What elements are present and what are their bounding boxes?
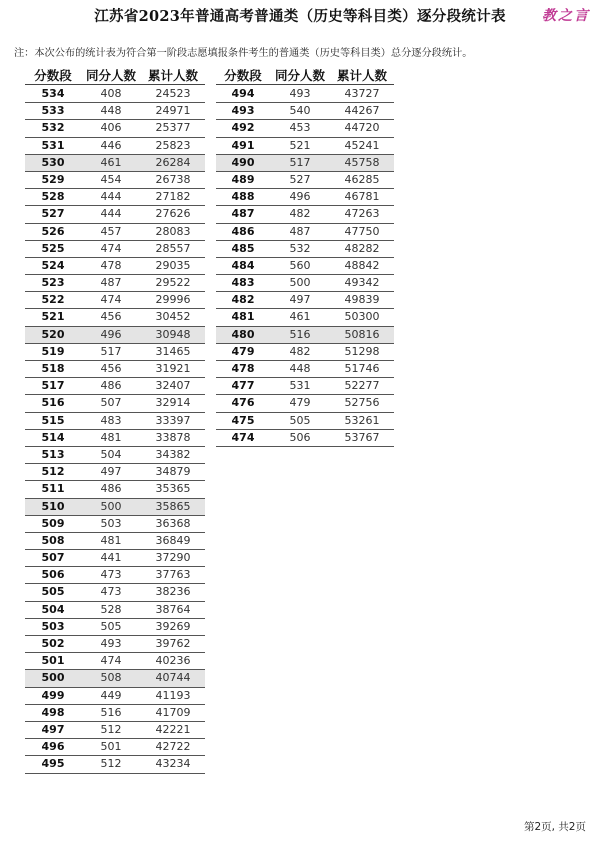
table-row — [216, 120, 394, 137]
score-cell: 530 — [41, 155, 65, 169]
score-cell: 511 — [41, 482, 65, 496]
table-row — [25, 722, 205, 739]
score-cell: 486 — [231, 224, 255, 238]
same-count-cell: 456 — [100, 310, 122, 324]
score-cell: 475 — [231, 413, 255, 427]
score-cell: 528 — [41, 190, 65, 204]
score-cell: 477 — [231, 379, 255, 393]
cumulative-cell: 48282 — [344, 241, 380, 255]
table-row — [216, 378, 394, 395]
score-cell: 534 — [41, 87, 65, 100]
same-count-cell: 501 — [100, 740, 122, 754]
cumulative-cell: 34382 — [155, 447, 191, 461]
same-count-cell: 506 — [289, 430, 311, 444]
cumulative-cell: 32914 — [155, 396, 191, 410]
same-count-cell: 457 — [100, 224, 122, 238]
cumulative-cell: 43234 — [155, 757, 191, 771]
same-count-cell: 482 — [289, 344, 311, 358]
cumulative-cell: 27626 — [155, 207, 191, 221]
same-count-cell: 507 — [100, 396, 122, 410]
same-count-cell: 444 — [100, 190, 122, 204]
table-row — [25, 86, 205, 103]
score-cell: 529 — [41, 172, 65, 186]
score-cell: 480 — [231, 327, 255, 341]
score-cell: 507 — [41, 551, 65, 565]
cumulative-cell: 25823 — [155, 138, 191, 152]
table-row — [25, 499, 205, 516]
score-cell: 514 — [41, 430, 65, 444]
same-count-cell: 497 — [100, 465, 122, 479]
same-count-cell: 540 — [289, 104, 311, 118]
table-row — [216, 344, 394, 361]
table-row — [25, 224, 205, 241]
table-row — [216, 413, 394, 430]
table-row — [216, 155, 394, 172]
cumulative-cell: 51298 — [344, 344, 380, 358]
table-row — [25, 138, 205, 155]
table-row — [25, 309, 205, 326]
cumulative-cell: 30452 — [155, 310, 191, 324]
score-cell: 520 — [41, 327, 65, 341]
score-cell: 488 — [231, 190, 255, 204]
same-count-cell: 496 — [289, 190, 311, 204]
same-count-cell: 448 — [100, 104, 122, 118]
score-cell: 516 — [41, 396, 65, 410]
table-row — [216, 275, 394, 292]
cumulative-cell: 50300 — [344, 310, 380, 324]
cumulative-cell: 33397 — [155, 413, 191, 427]
same-count-cell: 516 — [100, 705, 122, 719]
same-count-cell: 474 — [100, 654, 122, 668]
score-cell: 505 — [41, 585, 65, 599]
score-cell: 508 — [41, 533, 65, 547]
same-count-cell: 527 — [289, 172, 311, 186]
score-cell: 509 — [41, 516, 65, 530]
same-count-cell: 516 — [289, 327, 311, 341]
same-count-cell: 474 — [100, 241, 122, 255]
same-count-cell: 406 — [100, 121, 122, 135]
table-row — [216, 206, 394, 223]
same-count-cell: 493 — [100, 637, 122, 650]
same-count-cell: 496 — [100, 327, 122, 341]
cumulative-cell: 45758 — [344, 155, 380, 169]
score-cell: 512 — [41, 465, 65, 479]
score-cell: 497 — [41, 722, 65, 736]
score-cell: 481 — [231, 310, 255, 324]
cumulative-cell: 41709 — [155, 705, 191, 719]
same-count-cell: 500 — [100, 499, 122, 513]
table-row — [25, 516, 205, 533]
same-count-cell: 505 — [289, 413, 311, 427]
table-row — [25, 344, 205, 361]
table-body-right — [216, 86, 394, 447]
table-row — [25, 464, 205, 481]
table-row — [216, 292, 394, 309]
cumulative-cell: 29035 — [155, 258, 191, 272]
table-row — [216, 361, 394, 378]
cumulative-cell: 24971 — [155, 104, 191, 118]
score-cell: 526 — [41, 224, 65, 238]
same-count-cell: 508 — [100, 671, 122, 685]
score-cell: 532 — [41, 121, 65, 135]
score-table-left — [25, 66, 205, 774]
same-count-cell: 449 — [100, 688, 122, 702]
table-row — [216, 309, 394, 326]
cumulative-cell: 37290 — [155, 551, 191, 565]
cumulative-cell: 49839 — [344, 293, 380, 307]
cumulative-cell: 25377 — [155, 121, 191, 135]
table-row — [25, 327, 205, 344]
same-count-cell: 456 — [100, 362, 122, 375]
table-row — [216, 138, 394, 155]
same-count-cell: 512 — [100, 722, 122, 736]
cumulative-cell: 35865 — [155, 499, 191, 513]
header-same-count: 同分人数 — [85, 68, 136, 83]
score-cell: 499 — [41, 688, 65, 702]
cumulative-cell: 31921 — [155, 362, 191, 375]
cumulative-cell: 37763 — [155, 568, 191, 582]
table-row — [25, 739, 205, 756]
score-cell: 502 — [41, 637, 65, 650]
header-same-count: 同分人数 — [274, 68, 325, 83]
same-count-cell: 531 — [289, 379, 311, 393]
same-count-cell: 408 — [100, 87, 122, 100]
table-row — [25, 189, 205, 206]
table-row — [25, 447, 205, 464]
score-cell: 474 — [231, 430, 255, 444]
score-cell: 482 — [231, 293, 255, 307]
cumulative-cell: 47263 — [344, 207, 380, 221]
same-count-cell: 473 — [100, 585, 122, 599]
table-row — [25, 120, 205, 137]
cumulative-cell: 39269 — [155, 619, 191, 633]
same-count-cell: 521 — [289, 138, 311, 152]
same-count-cell: 453 — [289, 121, 311, 135]
table-row — [25, 653, 205, 670]
same-count-cell: 482 — [289, 207, 311, 221]
cumulative-cell: 45241 — [344, 138, 380, 152]
cumulative-cell: 52277 — [344, 379, 380, 393]
cumulative-cell: 34879 — [155, 465, 191, 479]
table-row — [25, 103, 205, 120]
same-count-cell: 528 — [100, 602, 122, 616]
score-cell: 501 — [41, 654, 65, 668]
table-row — [216, 258, 394, 275]
brand-logo: 教之言 — [542, 8, 590, 24]
cumulative-cell: 35365 — [155, 482, 191, 496]
cumulative-cell: 40744 — [155, 671, 191, 685]
table-row — [216, 327, 394, 344]
same-count-cell: 446 — [100, 138, 122, 152]
table-row — [25, 636, 205, 653]
score-cell: 487 — [231, 207, 255, 221]
cumulative-cell: 31465 — [155, 344, 191, 358]
score-cell: 517 — [41, 379, 65, 393]
table-note: 注：本次公布的统计表为符合第一阶段志愿填报条件考生的普通类（历史等科目类）总分逐分段统计。 — [14, 48, 473, 59]
score-cell: 483 — [231, 276, 255, 290]
same-count-cell: 461 — [289, 310, 311, 324]
score-cell: 493 — [231, 104, 255, 118]
page-number: 第2页, 共2页 — [523, 821, 586, 833]
cumulative-cell: 38764 — [155, 602, 191, 616]
table-row — [25, 584, 205, 601]
table-row — [25, 275, 205, 292]
same-count-cell: 512 — [100, 757, 122, 771]
score-cell: 498 — [41, 705, 65, 719]
table-row — [25, 670, 205, 687]
score-cell: 510 — [41, 499, 65, 513]
score-cell: 491 — [231, 138, 255, 152]
cumulative-cell: 44267 — [344, 104, 380, 118]
header-score: 分数段 — [34, 68, 72, 83]
cumulative-cell: 42722 — [155, 740, 191, 754]
table-row — [25, 241, 205, 258]
cumulative-cell: 29996 — [155, 293, 191, 307]
cumulative-cell: 43727 — [344, 87, 380, 100]
score-cell: 521 — [41, 310, 65, 324]
table-row — [25, 430, 205, 447]
table-header — [216, 66, 394, 85]
same-count-cell: 497 — [289, 293, 311, 307]
score-cell: 506 — [41, 568, 65, 582]
cumulative-cell: 29522 — [155, 276, 191, 290]
table-row — [216, 430, 394, 447]
header-cumulative: 累计人数 — [336, 68, 387, 83]
table-row — [25, 413, 205, 430]
cumulative-cell: 42221 — [155, 722, 191, 736]
same-count-cell: 500 — [289, 276, 311, 290]
header-cumulative: 累计人数 — [147, 68, 198, 83]
table-row — [216, 189, 394, 206]
cumulative-cell: 49342 — [344, 276, 380, 290]
cumulative-cell: 46781 — [344, 190, 380, 204]
header-score: 分数段 — [224, 68, 262, 83]
score-cell: 489 — [231, 172, 255, 186]
table-row — [216, 86, 394, 103]
cumulative-cell: 36368 — [155, 516, 191, 530]
cumulative-cell: 39762 — [155, 637, 191, 650]
table-row — [25, 533, 205, 550]
cumulative-cell: 33878 — [155, 430, 191, 444]
same-count-cell: 461 — [100, 155, 122, 169]
cumulative-cell: 47750 — [344, 224, 380, 238]
table-row — [25, 602, 205, 619]
same-count-cell: 517 — [100, 344, 122, 358]
cumulative-cell: 44720 — [344, 121, 380, 135]
score-cell: 490 — [231, 155, 255, 169]
table-row — [25, 705, 205, 722]
same-count-cell: 486 — [100, 379, 122, 393]
cumulative-cell: 26738 — [155, 172, 191, 186]
cumulative-cell: 53767 — [344, 430, 380, 444]
cumulative-cell: 46285 — [344, 172, 380, 186]
table-row — [25, 550, 205, 567]
score-cell: 531 — [41, 138, 65, 152]
table-header — [25, 66, 205, 85]
cumulative-cell: 32407 — [155, 379, 191, 393]
cumulative-cell: 52756 — [344, 396, 380, 410]
table-row — [216, 224, 394, 241]
same-count-cell: 560 — [289, 258, 311, 272]
cumulative-cell: 48842 — [344, 258, 380, 272]
table-row — [216, 241, 394, 258]
score-cell: 515 — [41, 413, 65, 427]
cumulative-cell: 30948 — [155, 327, 191, 341]
same-count-cell: 444 — [100, 207, 122, 221]
cumulative-cell: 50816 — [344, 327, 380, 341]
table-row — [25, 258, 205, 275]
table-row — [25, 481, 205, 498]
same-count-cell: 532 — [289, 241, 311, 255]
cumulative-cell: 27182 — [155, 190, 191, 204]
same-count-cell: 473 — [100, 568, 122, 582]
same-count-cell: 486 — [100, 482, 122, 496]
cumulative-cell: 53261 — [344, 413, 380, 427]
same-count-cell: 504 — [100, 447, 122, 461]
score-cell: 500 — [41, 671, 65, 685]
cumulative-cell: 40236 — [155, 654, 191, 668]
score-cell: 494 — [231, 87, 255, 100]
table-row — [25, 619, 205, 636]
table-row — [25, 172, 205, 189]
score-cell: 496 — [41, 740, 65, 754]
score-cell: 525 — [41, 241, 65, 255]
same-count-cell: 487 — [100, 276, 122, 290]
table-row — [216, 103, 394, 120]
same-count-cell: 474 — [100, 293, 122, 307]
same-count-cell: 479 — [289, 396, 311, 410]
score-cell: 523 — [41, 276, 65, 290]
page-title: 江苏省2023年普通高考普通类（历史等科目类）逐分段统计表 — [94, 8, 506, 25]
cumulative-cell: 28083 — [155, 224, 191, 238]
score-cell: 518 — [41, 362, 65, 375]
score-cell: 476 — [231, 396, 255, 410]
cumulative-cell: 41193 — [155, 688, 191, 702]
table-row — [25, 378, 205, 395]
score-cell: 533 — [41, 104, 65, 118]
cumulative-cell: 24523 — [155, 87, 191, 100]
score-cell: 524 — [41, 258, 65, 272]
same-count-cell: 454 — [100, 172, 122, 186]
cumulative-cell: 51746 — [344, 362, 380, 375]
table-row — [25, 756, 205, 773]
cumulative-cell: 36849 — [155, 533, 191, 547]
score-cell: 504 — [41, 602, 65, 616]
score-cell: 485 — [231, 241, 255, 255]
same-count-cell: 441 — [100, 551, 122, 565]
score-cell: 484 — [231, 258, 255, 272]
table-row — [216, 395, 394, 412]
score-cell: 522 — [41, 293, 65, 307]
table-row — [25, 395, 205, 412]
score-cell: 495 — [41, 757, 65, 771]
same-count-cell: 493 — [289, 87, 311, 100]
same-count-cell: 487 — [289, 224, 311, 238]
score-cell: 479 — [231, 344, 255, 358]
cumulative-cell: 28557 — [155, 241, 191, 255]
same-count-cell: 503 — [100, 516, 122, 530]
same-count-cell: 481 — [100, 430, 122, 444]
same-count-cell: 481 — [100, 533, 122, 547]
table-row — [216, 172, 394, 189]
same-count-cell: 517 — [289, 155, 311, 169]
same-count-cell: 448 — [289, 362, 311, 375]
score-cell: 513 — [41, 447, 65, 461]
same-count-cell: 478 — [100, 258, 122, 272]
table-row — [25, 155, 205, 172]
table-row — [25, 292, 205, 309]
cumulative-cell: 38236 — [155, 585, 191, 599]
score-cell: 478 — [231, 362, 255, 375]
table-row — [25, 567, 205, 584]
table-row — [25, 206, 205, 223]
same-count-cell: 505 — [100, 619, 122, 633]
score-cell: 519 — [41, 344, 65, 358]
score-cell: 492 — [231, 121, 255, 135]
same-count-cell: 483 — [100, 413, 122, 427]
table-body-left — [25, 86, 205, 774]
table-row — [25, 688, 205, 705]
cumulative-cell: 26284 — [155, 155, 191, 169]
score-table-right — [216, 66, 394, 447]
score-cell: 503 — [41, 619, 65, 633]
score-cell: 527 — [41, 207, 65, 221]
table-row — [25, 361, 205, 378]
